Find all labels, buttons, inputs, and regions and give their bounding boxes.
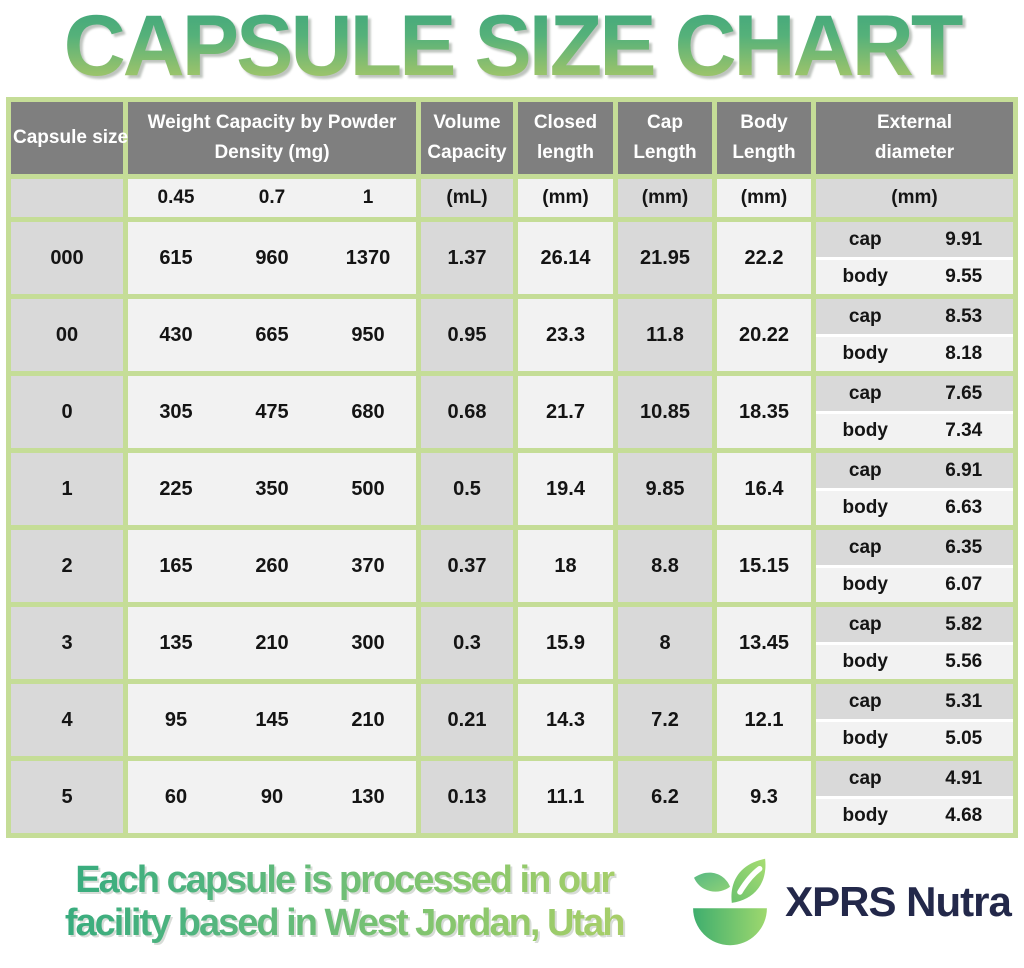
external-cap-value: 5.82 [945,613,983,635]
cap-length-cell: 21.95 [618,222,712,294]
table-row [11,684,1013,756]
weight-value: 665 [255,323,289,346]
volume-cell: 0.37 [421,530,513,602]
table-row [11,299,1013,371]
table-header-row [11,102,1013,174]
units-closed-cell: (mm) [518,179,613,217]
closed-length-cell: 26.14 [518,222,613,294]
body-length-cell: 15.15 [717,530,811,602]
body-length-cell: 12.1 [717,684,811,756]
cap-length-cell: 11.8 [618,299,712,371]
weight-value: 90 [260,785,284,808]
mortar-leaf-logo-icon [685,856,775,948]
header-external-diameter: External diameter [816,102,1013,174]
closed-length-cell: 21.7 [518,376,613,448]
body-length-cell: 13.45 [717,607,811,679]
page-title: CAPSULE SIZE CHART [0,2,1024,91]
weight-capacity-cell [128,530,416,602]
weight-value: 430 [159,323,193,346]
cap-length-cell: 9.85 [618,453,712,525]
external-body-value: 5.05 [945,728,983,750]
table-units-row [11,179,1013,217]
external-body-subrow [816,722,1013,757]
closed-length-cell: 23.3 [518,299,613,371]
body-length-cell: 16.4 [717,453,811,525]
cap-length-cell: 8.8 [618,530,712,602]
external-body-label: body [842,420,888,442]
external-cap-value: 4.91 [945,767,983,789]
cap-length-cell: 8 [618,607,712,679]
density-value: 0.7 [258,187,286,209]
weight-value: 370 [351,554,385,577]
external-cap-subrow [816,607,1013,642]
external-cap-value: 9.91 [945,228,983,250]
external-cap-label: cap [848,382,882,404]
footer [0,856,1024,948]
footer-tagline-line1: Each capsule is processed in our [75,858,614,901]
external-diameter-cell [816,453,1013,525]
volume-cell: 0.13 [421,761,513,833]
external-body-label: body [842,805,888,827]
external-body-subrow [816,337,1013,372]
header-body-length: Body Length [717,102,811,174]
header-closed-length: Closed length [518,102,613,174]
closed-length-cell: 15.9 [518,607,613,679]
external-body-label: body [842,728,888,750]
external-cap-subrow [816,684,1013,719]
table-row [11,453,1013,525]
weight-value: 500 [351,477,385,500]
density-value: 1 [362,187,374,209]
weight-value: 260 [255,554,289,577]
external-body-subrow [816,260,1013,295]
external-cap-subrow [816,299,1013,334]
weight-value: 130 [351,785,385,808]
external-cap-value: 7.65 [945,382,983,404]
weight-value: 225 [159,477,193,500]
units-cap-cell: (mm) [618,179,712,217]
units-density-cell [128,179,416,217]
brand-name: XPRS Nutra [785,878,1011,926]
external-body-value: 4.68 [945,805,983,827]
weight-capacity-cell [128,607,416,679]
table-row [11,607,1013,679]
external-body-value: 8.18 [945,343,983,365]
external-diameter-cell [816,376,1013,448]
closed-length-cell: 19.4 [518,453,613,525]
density-value: 0.45 [157,187,195,209]
cap-length-cell: 7.2 [618,684,712,756]
weight-capacity-cell [128,376,416,448]
weight-value: 60 [164,785,188,808]
external-diameter-cell [816,761,1013,833]
external-cap-value: 6.35 [945,536,983,558]
volume-cell: 1.37 [421,222,513,294]
footer-tagline [13,859,675,946]
capsule-size-cell: 3 [11,607,123,679]
external-cap-label: cap [848,536,882,558]
cap-length-cell: 6.2 [618,761,712,833]
capsule-size-cell: 4 [11,684,123,756]
weight-capacity-cell [128,222,416,294]
volume-cell: 0.5 [421,453,513,525]
body-length-cell: 9.3 [717,761,811,833]
external-cap-subrow [816,453,1013,488]
external-body-subrow [816,491,1013,526]
external-diameter-cell [816,607,1013,679]
external-cap-label: cap [848,228,882,250]
weight-value: 680 [351,400,385,423]
external-cap-value: 8.53 [945,305,983,327]
capsule-size-cell: 1 [11,453,123,525]
external-cap-label: cap [848,690,882,712]
external-cap-subrow [816,222,1013,257]
external-body-label: body [842,497,888,519]
external-cap-subrow [816,530,1013,565]
external-cap-label: cap [848,459,882,481]
cap-length-cell: 10.85 [618,376,712,448]
external-cap-value: 5.31 [945,690,983,712]
units-external-cell: (mm) [816,179,1013,217]
closed-length-cell: 11.1 [518,761,613,833]
body-length-cell: 20.22 [717,299,811,371]
volume-cell: 0.3 [421,607,513,679]
table-row [11,222,1013,294]
external-body-label: body [842,343,888,365]
weight-value: 210 [351,708,385,731]
weight-capacity-cell [128,299,416,371]
weight-value: 475 [255,400,289,423]
external-cap-subrow [816,376,1013,411]
external-cap-subrow [816,761,1013,796]
weight-value: 135 [159,631,193,654]
header-cap-length: Cap Length [618,102,712,174]
header-volume-capacity: Volume Capacity [421,102,513,174]
external-body-value: 5.56 [945,651,983,673]
external-cap-label: cap [848,305,882,327]
body-length-cell: 18.35 [717,376,811,448]
capsule-size-cell: 5 [11,761,123,833]
external-cap-value: 6.91 [945,459,983,481]
external-body-label: body [842,651,888,673]
external-body-value: 7.34 [945,420,983,442]
weight-capacity-cell [128,684,416,756]
external-body-label: body [842,266,888,288]
external-cap-label: cap [848,767,882,789]
units-capsule-size-cell [11,179,123,217]
weight-value: 615 [159,246,193,269]
units-body-cell: (mm) [717,179,811,217]
capsule-size-cell: 0 [11,376,123,448]
volume-cell: 0.21 [421,684,513,756]
external-body-subrow [816,414,1013,449]
external-diameter-cell [816,530,1013,602]
weight-value: 305 [159,400,193,423]
table-row [11,376,1013,448]
external-body-value: 6.07 [945,574,983,596]
closed-length-cell: 14.3 [518,684,613,756]
capsule-size-cell: 2 [11,530,123,602]
external-diameter-cell [816,684,1013,756]
external-body-value: 9.55 [945,266,983,288]
capsule-size-cell: 000 [11,222,123,294]
external-body-subrow [816,799,1013,834]
closed-length-cell: 18 [518,530,613,602]
external-body-subrow [816,568,1013,603]
header-weight-capacity: Weight Capacity by Powder Density (mg) [128,102,416,174]
table-row [11,761,1013,833]
footer-tagline-line2: facility based in West Jordan, Utah [64,902,624,945]
external-diameter-cell [816,222,1013,294]
external-cap-label: cap [848,613,882,635]
external-body-subrow [816,645,1013,680]
weight-value: 210 [255,631,289,654]
weight-capacity-cell [128,453,416,525]
body-length-cell: 22.2 [717,222,811,294]
volume-cell: 0.95 [421,299,513,371]
weight-value: 960 [255,246,289,269]
weight-value: 165 [159,554,193,577]
volume-cell: 0.68 [421,376,513,448]
weight-capacity-cell [128,761,416,833]
external-diameter-cell [816,299,1013,371]
header-capsule-size: Capsule size [11,102,123,174]
weight-value: 950 [351,323,385,346]
weight-value: 95 [164,708,188,731]
capsule-size-cell: 00 [11,299,123,371]
external-body-label: body [842,574,888,596]
weight-value: 145 [255,708,289,731]
units-volume-cell: (mL) [421,179,513,217]
weight-value: 300 [351,631,385,654]
table-row [11,530,1013,602]
weight-value: 350 [255,477,289,500]
capsule-size-table [6,97,1018,838]
weight-value: 1370 [345,246,391,269]
external-body-value: 6.63 [945,497,983,519]
